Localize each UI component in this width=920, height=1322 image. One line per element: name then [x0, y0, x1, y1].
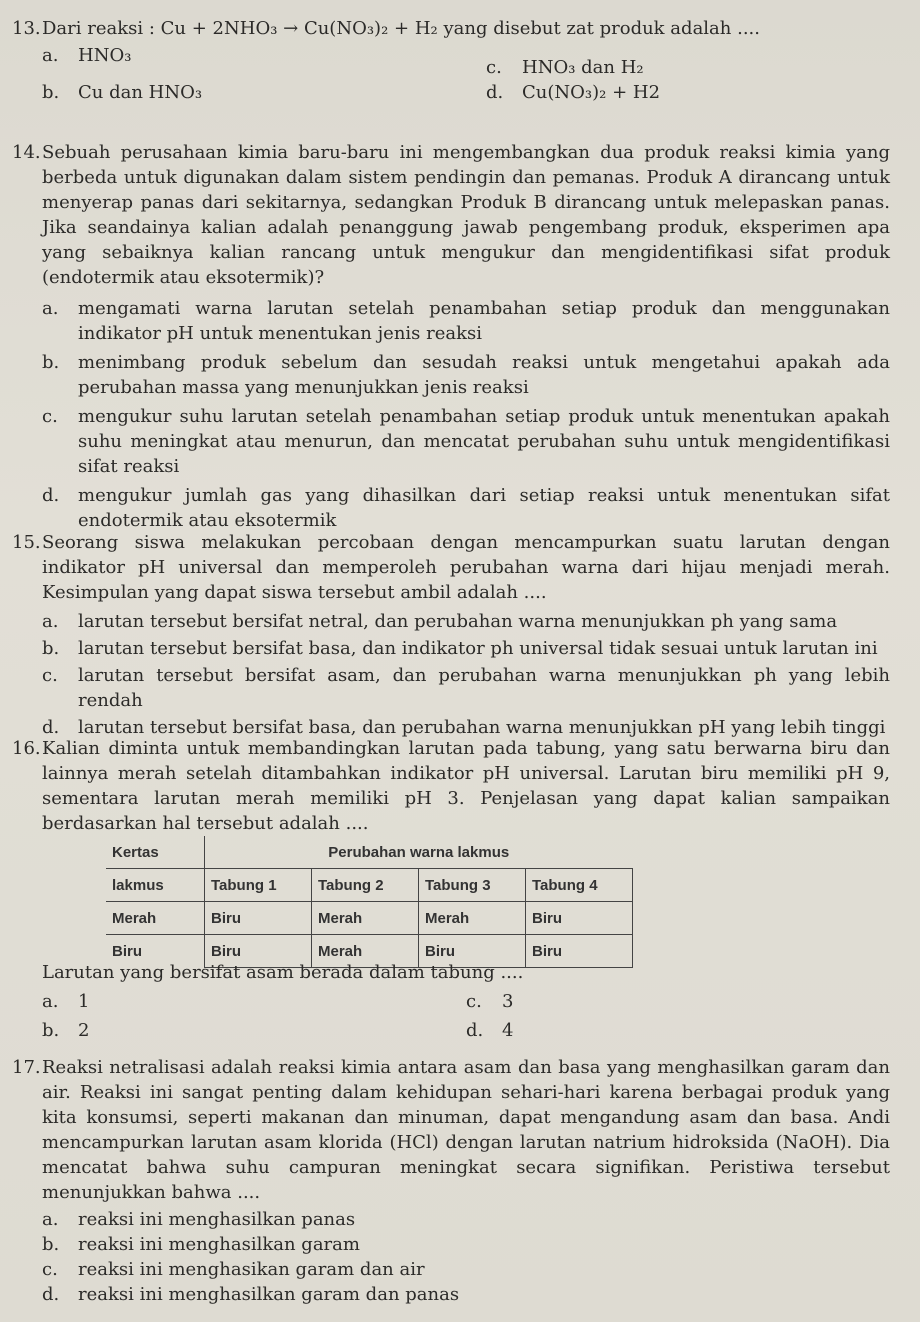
table-header-perubahan: Perubahan warna lakmus [205, 836, 633, 869]
table-cell: Biru [526, 902, 633, 935]
option-d[interactable]: d. reaksi ini menghasilkan garam dan panas [42, 1284, 460, 1305]
option-b[interactable]: b. larutan tersebut bersifat basa, dan indikator ph universal tidak sesuai untuk larutan ini [42, 638, 878, 659]
table-col-header: Tabung 1 [205, 869, 312, 902]
question-stem: Reaksi netralisasi adalah reaksi kimia antara asam dan basa yang menghasilkan garam dan air. Reaksi ini sangat penting dalam kehidupan sehari-hari karena berbagai produk yang kita konsumsi, seperti makanan dan minuman, dapat mengandung asam dan basa. Andi mencampurkan larutan asam klorida (HCl) dengan larutan natrium hidroksida (NaOH). Dia mencatat bahwa suhu campuran meningkat secara signifikan. Peristiwa tersebut menunjukkan bahwa .... [42, 1057, 890, 1203]
table-col-header: Tabung 4 [526, 869, 633, 902]
options [42, 1207, 890, 1307]
question-16 [12, 736, 890, 836]
litmus-table-wrap [106, 836, 633, 968]
option-a[interactable]: a. 1 [42, 991, 90, 1012]
options [42, 296, 890, 533]
question-number: 15. [12, 532, 41, 553]
option-a[interactable]: a. reaksi ini menghasilkan panas [42, 1209, 356, 1230]
table-cell: Merah [312, 902, 419, 935]
question-stem: Dari reaksi : Cu + 2NHO₃ → Cu(NO₃)₂ + H₂ yang disebut zat produk adalah .... [42, 18, 760, 39]
table-col-header: Tabung 3 [419, 869, 526, 902]
options [42, 989, 890, 1043]
question-number: 13. [12, 18, 41, 39]
question-prompt: Larutan yang bersifat asam berada dalam tabung .... [42, 962, 524, 983]
question-number: 17. [12, 1057, 41, 1078]
option-a[interactable]: a. larutan tersebut bersifat netral, dan perubahan warna menunjukkan ph yang sama [42, 611, 838, 632]
option-b[interactable]: b. menimbang produk sebelum dan sesudah reaksi untuk mengetahui apakah ada perubahan massa yang menunjukkan jenis reaksi [42, 352, 890, 398]
question-number: 14. [12, 142, 41, 163]
option-d[interactable]: d. mengukur jumlah gas yang dihasilkan dari setiap reaksi untuk menentukan sifat endotermik atau eksotermik [42, 485, 890, 531]
table-cell: Biru [205, 935, 312, 968]
options [42, 609, 890, 740]
table-cell: Biru [419, 935, 526, 968]
question-stem: Seorang siswa melakukan percobaan dengan mencampurkan suatu larutan dengan indikator pH universal dan memperoleh perubahan warna dari hijau menjadi merah. Kesimpulan yang dapat siswa tersebut ambil adalah .... [42, 532, 890, 603]
option-d[interactable]: d. larutan tersebut bersifat basa, dan perubahan warna menunjukkan pH yang lebih tinggi [42, 717, 886, 738]
option-c[interactable]: c. 3 [466, 991, 514, 1012]
question-number: 16. [12, 738, 41, 759]
table-header-lakmus: lakmus [106, 869, 205, 902]
option-c[interactable]: c. reaksi ini menghasikan garam dan air [42, 1259, 425, 1280]
table-cell: Merah [312, 935, 419, 968]
option-d[interactable]: d. 4 [466, 1020, 514, 1041]
option-a[interactable]: a. HNO₃ [42, 45, 132, 66]
question-14 [12, 140, 890, 533]
table-cell: Merah [419, 902, 526, 935]
question-15 [12, 530, 890, 740]
table-cell: Biru [205, 902, 312, 935]
table-col-header: Tabung 2 [312, 869, 419, 902]
option-b[interactable]: b. 2 [42, 1020, 90, 1041]
table-cell: Biru [526, 935, 633, 968]
litmus-table [106, 836, 633, 968]
option-c[interactable]: c. larutan tersebut bersifat asam, dan perubahan warna menunjukkan ph yang lebih rendah [42, 665, 890, 711]
option-a[interactable]: a. mengamati warna larutan setelah penambahan setiap produk dan menggunakan indikator pH untuk menentukan jenis reaksi [42, 298, 890, 344]
table-header-kertas: Kertas [106, 836, 205, 869]
question-stem: Kalian diminta untuk membandingkan larutan pada tabung, yang satu berwarna biru dan lainnya merah setelah ditambahkan indikator pH universal. Larutan biru memiliki pH 9, sementara larutan merah memiliki pH 3. Penjelasan yang dapat kalian sampaikan berdasarkan hal tersebut adalah .... [42, 738, 890, 834]
question-16-options [12, 960, 890, 1043]
row-label: Biru [112, 942, 142, 960]
options [42, 43, 890, 105]
option-c[interactable]: c. HNO₃ dan H₂ [486, 57, 644, 78]
reaction-equation: Cu + 2NHO₃ → Cu(NO₃)₂ + H₂ [160, 18, 438, 39]
option-b[interactable]: b. Cu dan HNO₃ [42, 82, 203, 103]
question-17 [12, 1055, 890, 1307]
option-b[interactable]: b. reaksi ini menghasilkan garam [42, 1234, 360, 1255]
question-stem: Sebuah perusahaan kimia baru-baru ini mengembangkan dua produk reaksi kimia yang berbeda untuk digunakan dalam sistem pendingin dan pemanas. Produk A dirancang untuk menyerap panas dari sekitarnya, sedangkan Produk B dirancang untuk melepaskan panas. Jika seandainya kalian adalah penanggung jawab pengembang produk, eksperimen apa yang sebaiknya kalian rancang untuk mengukur dan mengidentifikasi sifat produk (endotermik atau eksotermik)? [42, 142, 890, 288]
question-13 [12, 16, 890, 105]
option-d[interactable]: d. Cu(NO₃)₂ + H2 [486, 82, 661, 103]
row-label: Merah [106, 902, 205, 935]
option-c[interactable]: c. mengukur suhu larutan setelah penambahan setiap produk untuk menentukan apakah suhu meningkat atau menurun, dan mencatat perubahan suhu untuk mengidentifikasi sifat reaksi [42, 406, 890, 477]
table-row [106, 902, 633, 935]
